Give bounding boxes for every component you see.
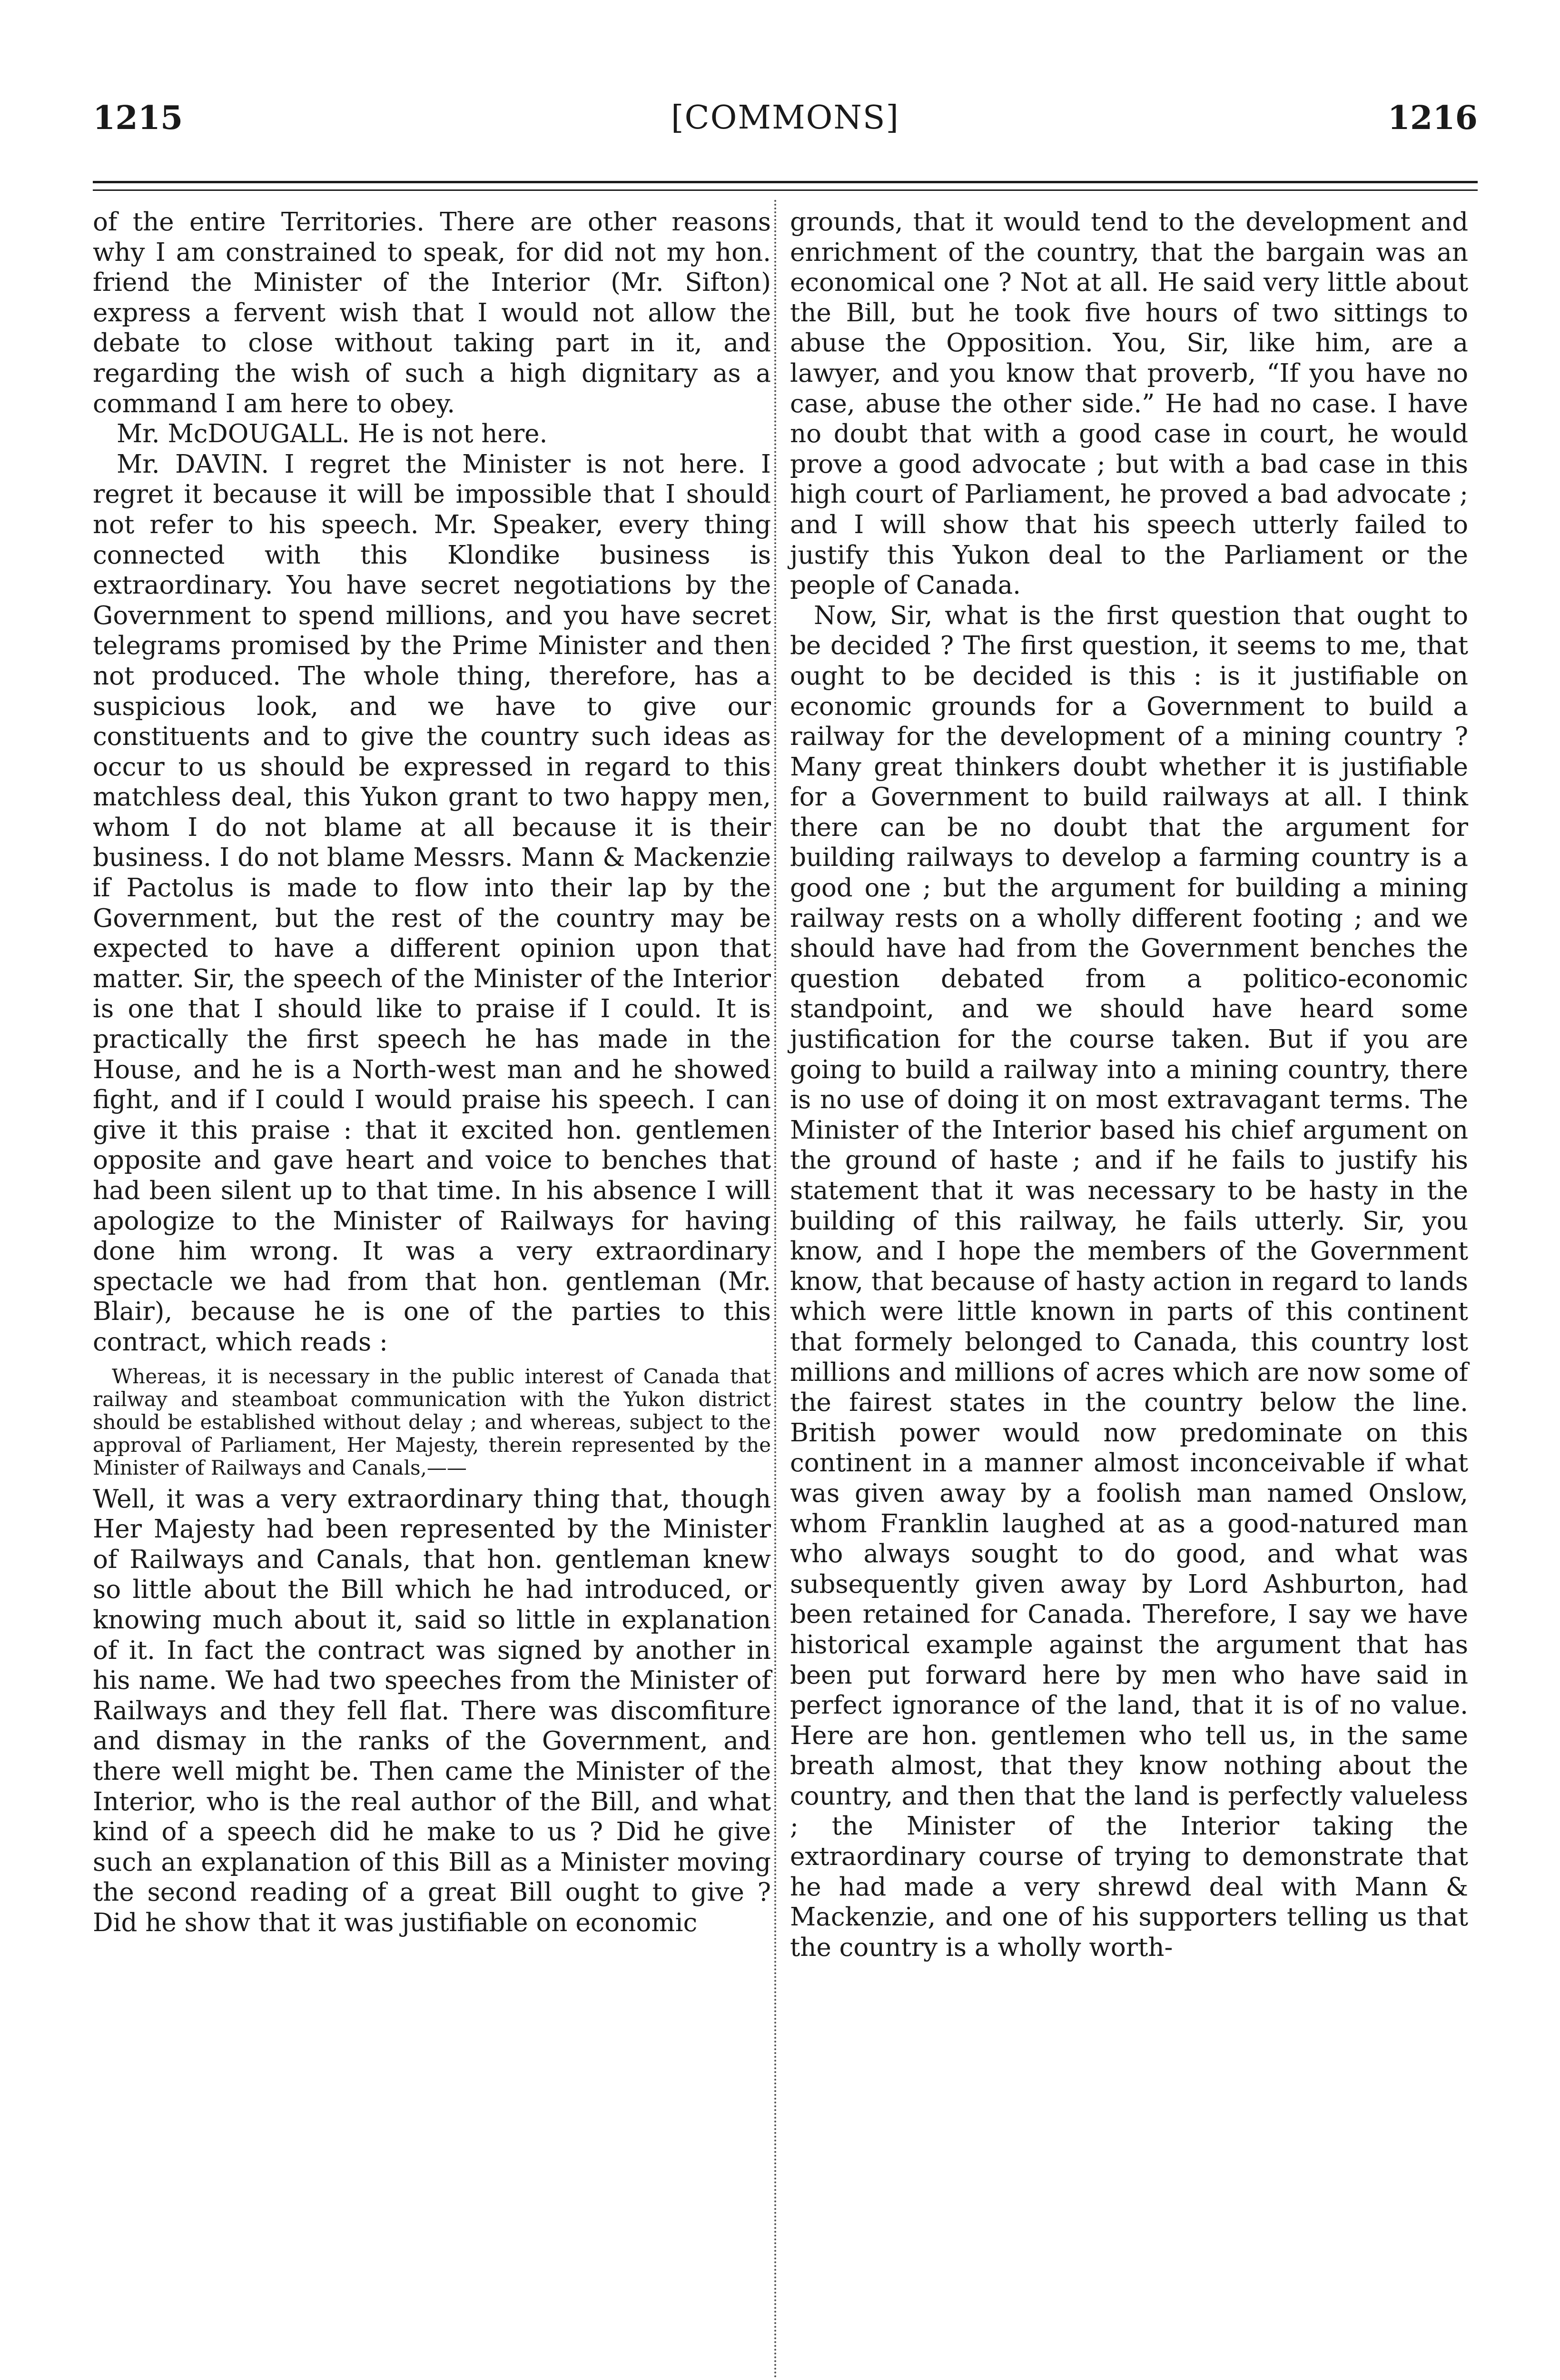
right-paragraph-1: grounds, that it would tend to the development and enrichment of the country, that the bargain was an economical one ? Not at all. He said very little about the Bill, but he took five hours of two sittings to abuse the Opposition. You, Sir, like him, are a lawyer, and you know that proverb, “If you have no case, abuse the other side.” He had no case. I have no doubt that with a good case in court, he would prove a good advocate ; but with a bad case in this high court of Parliament, he proved a bad advocate ; and I will show that his speech utterly failed to justify this Yukon deal to the Parliament or the people of Canada. [790,208,1468,600]
page-number-right: 1216 [1387,99,1478,137]
page-header [93,99,1478,151]
left-column [93,207,771,2378]
header-rule-thick [93,181,1478,183]
page-number-left: 1215 [93,99,183,137]
left-paragraph-3: Mr. DAVIN. I regret the Minister is not here. I regret it because it will be impossible that I should not refer to his speech. Mr. Speaker, every thing connected with this Klondike business is extraordinary. You have secret negotiations by the Government to spend millions, and you have secret telegrams promised by the Prime Minister and then not produced. The whole thing, therefore, has a suspicious look, and we have to give our constituents and to give the country such ideas as occur to us should be expressed in regard to this matchless deal, this Yukon grant to two happy men, whom I do not blame at all because it is their business. I do not blame Messrs. Mann & Mackenzie if Pactolus is made to flow into their lap by the Government, but the rest of the country may be expected to have a different opinion upon that matter. Sir, the speech of the Minister of the Interior is one that I should like to praise if I could. It is practically the first speech he has made in the House, and he is a North-west man and he showed fight, and if I could I would praise his speech. I can give it this praise : that it excited hon. gentlemen opposite and gave heart and voice to benches that had been silent up to that time. In his absence I will apologize to the Minister of Railways for having done him wrong. It was a very extraordinary spectacle we had from that hon. gentleman (Mr. Blair), because he is one of the parties to this contract, which reads : [93,449,771,1357]
right-paragraph-2: Now, Sir, what is the first question that ought to be decided ? The first question, it seems to me, that ought to be decided is this : is it justifiable on economic grounds for a Government to build a railway for the development of a mining country ? Many great thinkers doubt whether it is justifiable for a Government to build railways at all. I think there can be no doubt that the argument for building railways to develop a farming country is a good one ; but the argument for building a mining railway rests on a wholly different footing ; and we should have had from the Government benches the question debated from a politico-economic standpoint, and we should have heard some justification for the course taken. But if you are going to build a railway into a mining country, there is no use of doing it on most extravagant terms. The Minister of the Interior based his chief argument on the ground of haste ; and if he fails to justify his statement that it was necessary to be hasty in the building of this railway, he fails utterly. Sir, you know, and I hope the members of the Government know, that because of hasty action in regard to lands which were little known in parts of this continent that formely belonged to Canada, this country lost millions and millions of acres which are now some of the fairest states in the country below the line. British power would now predominate on this continent in a manner almost inconceivable if what was given away by a foolish man named Onslow, whom Franklin laughed at as a good-natured man who always sought to do good, and what was subsequently given away by Lord Ashburton, had been retained for Canada. Therefore, I say we have historical example against the argument that has been put forward here by men who have said in perfect ignorance of the land, that it is of no value. Here are hon. gentlemen who tell us, in the same breath almost, that they know nothing about the country, and then that the land is perfectly valueless ; the Minister of the Interior taking the extraordinary course of trying to demonstrate that he had made a very shrewd deal with Mann & Mackenzie, and one of his supporters telling us that the country is a wholly worth- [790,601,1468,1962]
header-rule-thin [93,189,1478,191]
column-divider [774,200,776,2380]
block-quote: Whereas, it is necessary in the public interest of Canada that railway and steamboat communication with the Yukon district should be established without delay ; and whereas, subject to the approval of Parliament, Her Majesty, therein represented by the Minister of Railways and Canals,—— [93,1364,771,1479]
left-paragraph-4: Well, it was a very extraordinary thing that, though Her Majesty had been represented by the Minister of Railways and Canals, that hon. gentleman knew so little about the Bill which he had introduced, or knowing much about it, said so little in explanation of it. In fact the contract was signed by another in his name. We had two speeches from the Minister of Railways and they fell flat. There was discomfiture and dismay in the ranks of the Government, and there well might be. Then came the Minister of the Interior, who is the real author of the Bill, and what kind of a speech did he make to us ? Did he give such an explanation of this Bill as a Minister moving the second reading of a great Bill ought to give ? Did he show that it was justifiable on economic [93,1484,771,1937]
right-column [790,207,1468,2378]
left-paragraph-1: of the entire Territories. There are other reasons why I am constrained to speak, for did not my hon. friend the Minister of the Interior (Mr. Sifton) express a fervent wish that I would not allow the debate to close without taking part in it, and regarding the wish of such a high dignitary as a command I am here to obey. [93,208,771,418]
running-title: [COMMONS] [671,99,899,137]
left-paragraph-2: Mr. McDOUGALL. He is not here. [117,419,548,449]
